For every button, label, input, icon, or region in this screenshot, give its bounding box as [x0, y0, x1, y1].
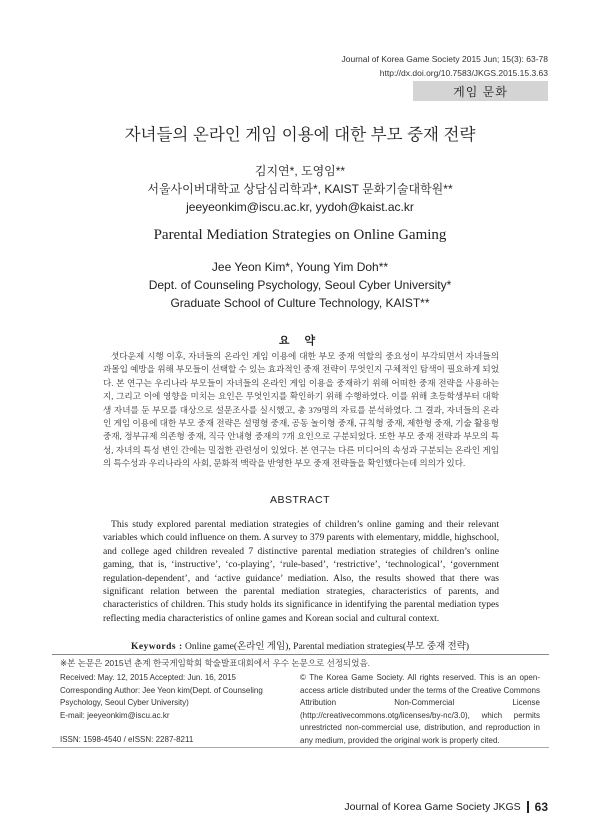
journal-header [342, 52, 548, 80]
divider-bottom [52, 747, 549, 748]
korean-title: 자녀들의 온라인 게임 이용에 대한 부모 중재 전략 [124, 126, 476, 144]
english-authors: Jee Yeon Kim*, Young Yim Doh** [211, 260, 389, 274]
korean-authors: 김지연*, 도영임** [254, 164, 346, 178]
english-abstract: This study explored parental mediation strategies of children’s online gaming and their relevant variables which could influence on them. A survey to 379 parents with elementary, middle, highschool, and college aged children revealed 7 distinctive parental mediation strategies of children’s online gaming, that is, ‘instructive’, ‘co-playing’, ‘rule-based’, ‘restrictive’, ‘technological’, ‘government regulation-dependent’, and ‘active guidance’ mediation. Also, the results showed that there was significant relation between the parental mediation strategies, characteristics of parents, and characteristics of children. This study holds its significance in identifying the parental mediation types reflecting media characteristics of online games and Korean social and cultural context. [103, 519, 499, 624]
journal-citation: Journal of Korea Game Society 2015 Jun; 15(3): 63-78 [341, 54, 548, 64]
korean-author-block [0, 162, 600, 216]
abstract-heading: ABSTRACT [269, 494, 330, 506]
korean-affiliation: 서울사이버대학교 상담심리학과*, KAIST 문화기술대학원** [147, 182, 453, 196]
award-footnote: ※본 논문은 2015년 춘계 한국게임학회 학술발표대회에서 우수 논문으로 선정되었음. [60, 658, 371, 668]
korean-abstract: 셧다운제 시행 이후, 자녀들의 온라인 게임 이용에 대한 부모 중재 역할의 중요성이 부각되면서 자녀들의 과몰입 예방을 위해 부모들이 선택할 수 있는 효과적인 중재 전략이 무엇인지 구체적인 탐색이 필요하게 되었다. 본 연구는 우리나라 부모들이 자녀들의 온라인 게임 이용을 중재하기 위해 어떠한 중재 전략을 사용하는지, 그리고 이에 영향을 미치는 요인은 무엇인지를 확인하기 위해 수행하였다. 이를 위해 초등학생부터 대학생 자녀를 둔 부모를 대상으로 설문조사를 실시했고, 총 379명의 자료를 분석하였다. 그 결과, 자녀들의 온라인 게임 이용에 대한 부모 중재 전략은 설명형 중재, 공동 놀이형 중재, 규칙형 중재, 제한형 중재, 기술 활용형 중재, 정부규제 의존형 중재, 직극 안내형 중재의 7개 요인으로 구분되었다. 또한 부모 중재 전략과 부모의 특성, 자녀의 특성 변인 간에는 밀접한 관련성이 있었다. 본 연구는 다른 미디어의 속성과 구분되는 온라인 게임의 특수성과 우리나라의 사회, 문화적 맥락을 반영한 부모 중재 전략들을 확인했다는데 의의가 있다. [103, 351, 499, 469]
issn-numbers: ISSN: 1598-4540 / eISSN: 2287-8211 [60, 735, 194, 745]
page-footer [344, 800, 548, 814]
received-accepted-dates: Received: May. 12, 2015 Accepted: Jun. 16, 2015 [60, 673, 236, 682]
english-author-block [0, 258, 600, 312]
page-number: 63 [534, 800, 548, 814]
doi-link[interactable]: http://dx.doi.org/10.7583/JKGS.2015.15.3.63 [379, 68, 548, 78]
author-emails: jeeyeonkim@iscu.ac.kr, yydoh@kaist.ac.kr [186, 200, 414, 214]
copyright-notice: © The Korea Game Society. All rights reserved. This is an open-access article distributed under the terms of the Creative Commons Attribution Non-Commercial License (http://creativecommons.otg/licenses/by-nc/3.0), which permits unrestricted non-commercial use, distribution, and reproduction in any medium, provided the original work is properly cited. [300, 673, 540, 745]
divider-top [52, 654, 549, 655]
keywords-label: Keywords : [130, 642, 183, 652]
category-badge: 게임 문화 [413, 81, 548, 101]
english-title: Parental Mediation Strategies on Online Gaming [153, 227, 447, 243]
summary-heading: 요 약 [278, 335, 322, 347]
footer-journal-name: Journal of Korea Game Society JKGS [344, 801, 521, 813]
keywords-text: Online game(온라인 게임), Parental mediation strategies(부모 중재 전략) [185, 642, 470, 652]
footer-separator [527, 801, 529, 813]
english-affiliation-2: Graduate School of Culture Technology, KAIST** [170, 296, 430, 310]
article-info-left [60, 672, 290, 747]
keywords-line [0, 638, 600, 652]
corresponding-author: Corresponding Author: Jee Yeon kim(Dept. of Counseling Psychology, Seoul Cyber University) [60, 685, 263, 708]
corresponding-email: E-mail: jeeyeonkim@iscu.ac.kr [60, 710, 170, 720]
english-affiliation-1: Dept. of Counseling Psychology, Seoul Cyber University* [148, 278, 452, 292]
